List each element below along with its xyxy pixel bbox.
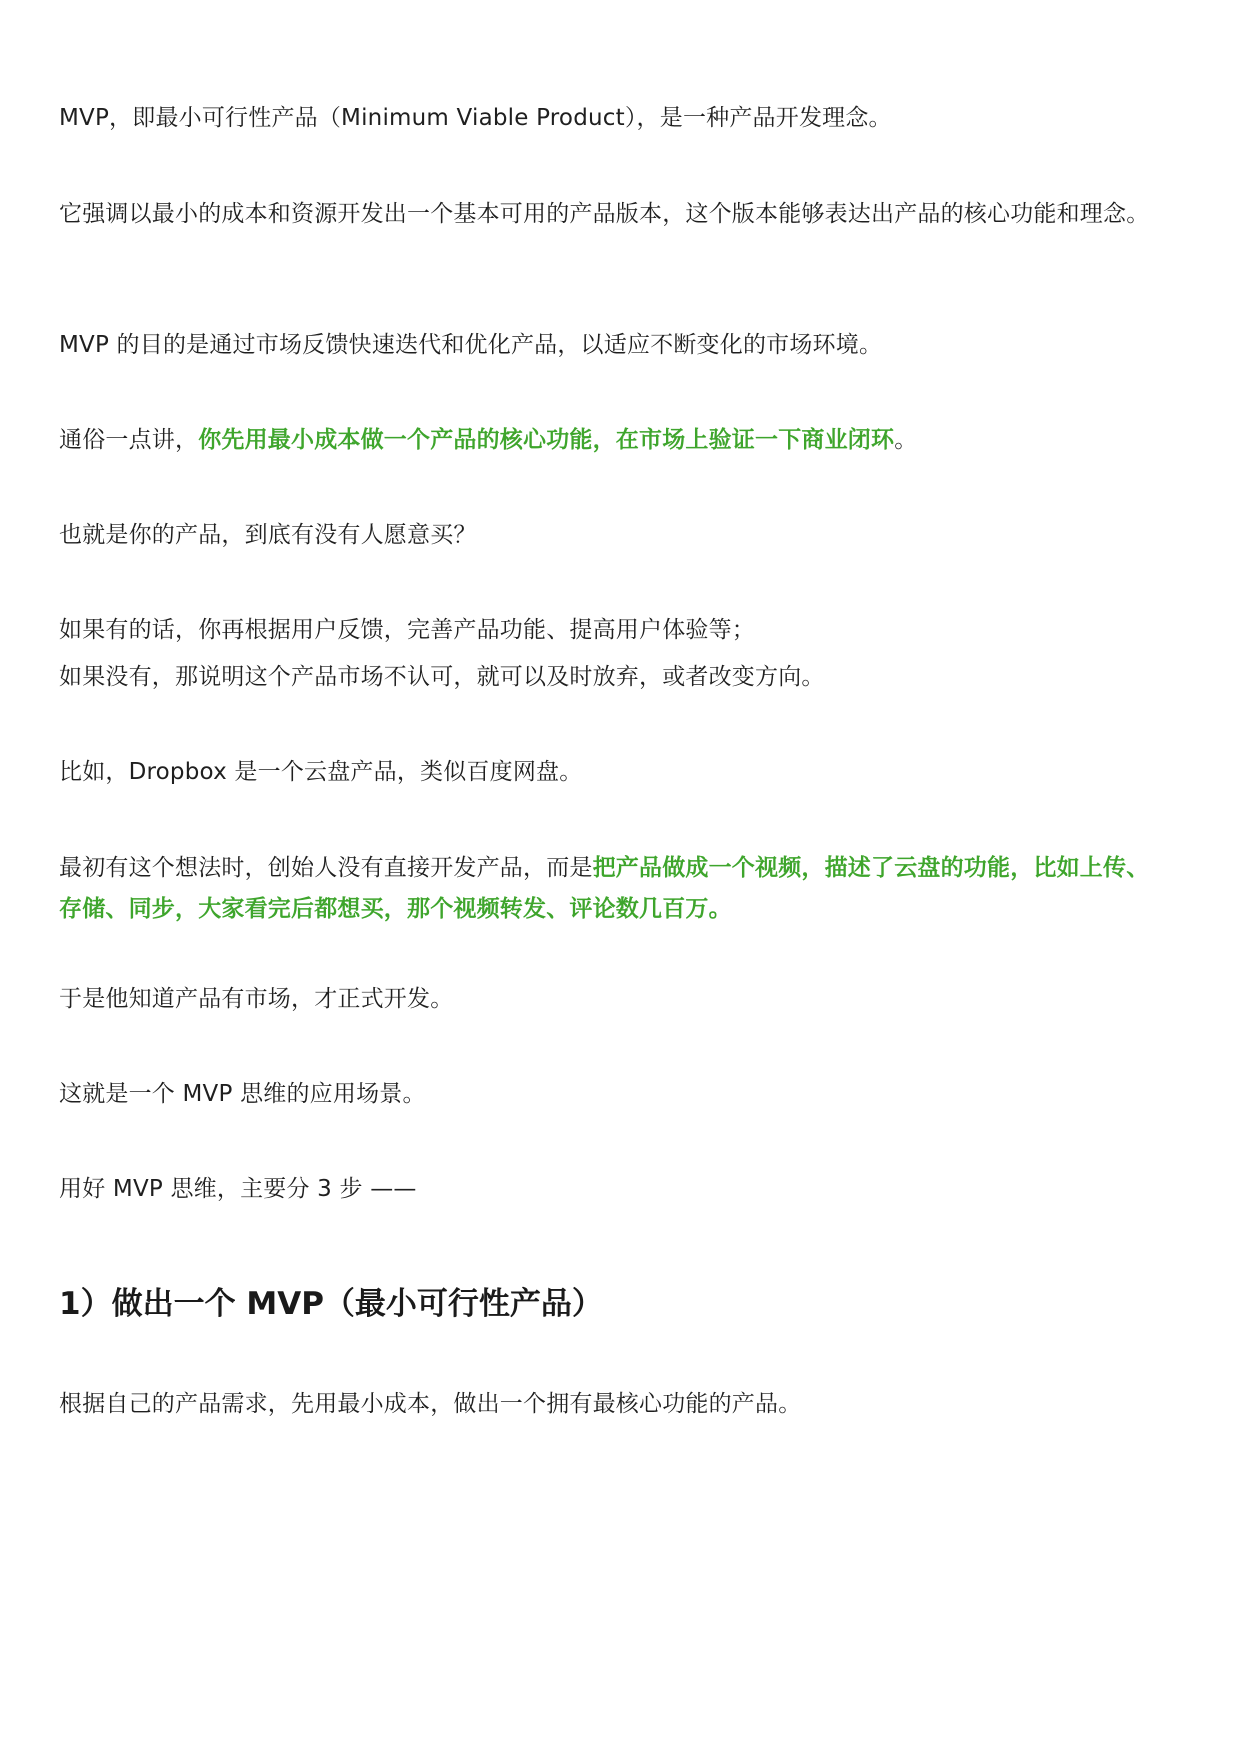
highlighted-text: 你先用最小成本做一个产品的核心功能，在市场上验证一下商业闭环	[198, 427, 895, 453]
paragraph-question: 也就是你的产品，到底有没有人愿意买？	[59, 522, 477, 548]
paragraph-prefix: 通俗一点讲，	[59, 427, 199, 453]
paragraph-mvp-purpose: MVP 的目的是通过市场反馈快速迭代和优化产品，以适应不断变化的市场环境。	[59, 332, 883, 358]
paragraph-plain-explanation	[59, 420, 1169, 461]
paragraph-mvp-definition: MVP，即最小可行性产品（Minimum Viable Product），是一种产品开发理念。	[59, 105, 892, 131]
paragraph-prefix: 最初有这个想法时，创始人没有直接开发产品，而是	[59, 855, 593, 881]
paragraph-if-yes: 如果有的话，你再根据用户反馈，完善产品功能、提高用户体验等；	[59, 617, 755, 643]
paragraph-market-confirmed: 于是他知道产品有市场，才正式开发。	[59, 986, 454, 1012]
highlighted-text: 把产品做成一个视频，描述了云盘的功能，比如上传、存储、同步，大家看完后都想买，那个视频转发、评论数几百万。	[59, 855, 1150, 922]
section-heading-step-1: 1）做出一个 MVP（最小可行性产品）	[59, 1286, 603, 1322]
paragraph-step-1-description: 根据自己的产品需求，先用最小成本，做出一个拥有最核心功能的产品。	[59, 1391, 802, 1417]
paragraph-if-no: 如果没有，那说明这个产品市场不认可，就可以及时放弃，或者改变方向。	[59, 664, 825, 690]
paragraph-dropbox-example: 比如，Dropbox 是一个云盘产品，类似百度网盘。	[59, 759, 583, 785]
paragraph-dropbox-video	[59, 848, 1169, 930]
paragraph-mvp-emphasis: 它强调以最小的成本和资源开发出一个基本可用的产品版本，这个版本能够表达出产品的核心功能和理念。	[59, 201, 1150, 227]
paragraph-mvp-scenario: 这就是一个 MVP 思维的应用场景。	[59, 1081, 426, 1107]
paragraph-three-steps: 用好 MVP 思维，主要分 3 步 ——	[59, 1176, 417, 1202]
paragraph-suffix: 。	[894, 427, 918, 453]
